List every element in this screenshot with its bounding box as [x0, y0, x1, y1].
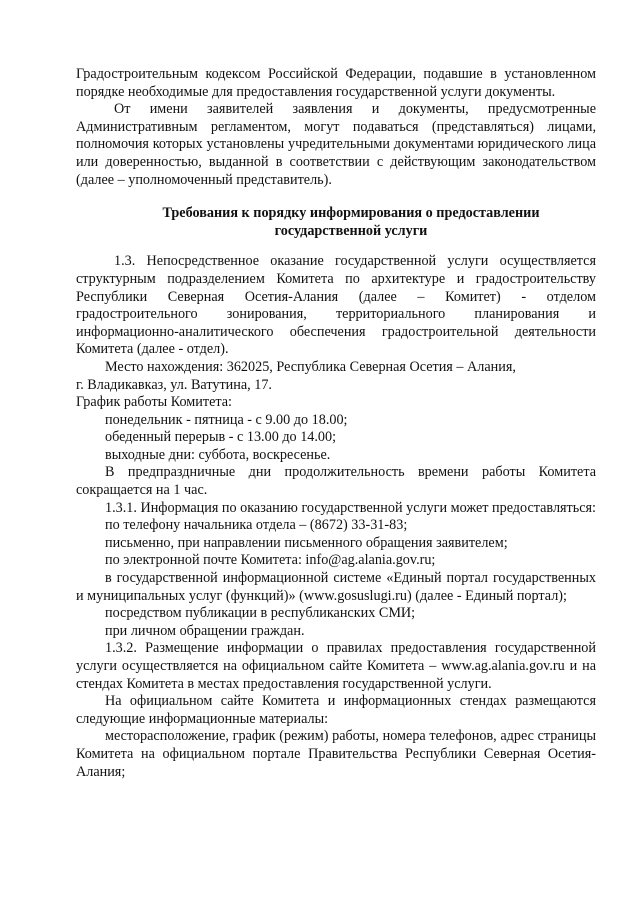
paragraph-address: г. Владикавказ, ул. Ватутина, 17. [76, 376, 272, 393]
section-heading-line-1: Требования к порядку информирования о предоставлении [162, 205, 540, 222]
schedule-lunch: обеденный перерыв - с 13.00 до 14.00; [105, 429, 337, 446]
info-email: по электронной почте Комитета: info@ag.alania.gov.ru; [105, 552, 436, 569]
section-heading [76, 189, 596, 253]
paragraph-applicants-documents: Градостроительным кодексом Российской Федерации, подавшие в установленном порядке необходимые для предоставления государственной услуги документы. [76, 66, 596, 100]
paragraph-materials: На официальном сайте Комитета и информационных стендах размещаются следующие информационные материалы: [76, 693, 596, 727]
info-phone: по телефону начальника отдела – (8672) 33-31-83; [105, 517, 408, 534]
info-written: письменно, при направлении письменного обращения заявителем; [105, 534, 508, 551]
paragraph-1-3-1: 1.3.1. Информация по оказанию государственной услуги может предоставляться: [105, 499, 596, 516]
paragraph-authorized-representative: От имени заявителей заявления и документы, предусмотренные Административным регламентом, могут подаваться (представляться) лицами, полномочия которых установлены учредительными документами юридического лица или доверенностью, выданной в соответствии с действующим законодательством (далее – уполномоченный представитель). [76, 101, 596, 188]
info-portal: в государственной информационной системе «Единый портал государственных и муниципальных услуг (функций)» (www.gosuslugi.ru) (далее - Единый портал); [76, 570, 596, 604]
section-heading-line-2: государственной услуги [274, 222, 428, 239]
paragraph-1-3-2: 1.3.2. Размещение информации о правилах предоставления государственной услуги осуществляется на официальном сайте Комитета – www.ag.alania.gov.ru и на стендах Комитета в местах предоставления государственной услуги. [76, 640, 596, 692]
info-media: посредством публикации в республиканских СМИ; [105, 605, 416, 622]
schedule-weekdays: понедельник - пятница - с 9.00 до 18.00; [105, 411, 348, 428]
paragraph-location-schedule: месторасположение, график (режим) работы, номера телефонов, адрес страницы Комитета на официальном портале Правительства Республики Северная Осетия-Алания; [76, 728, 596, 780]
paragraph-location: Место нахождения: 362025, Республика Северная Осетия – Алания, [105, 358, 516, 375]
paragraph-preholiday: В предпраздничные дни продолжительность времени работы Комитета сокращается на 1 час. [76, 464, 596, 499]
info-personal: при личном обращении граждан. [105, 622, 305, 639]
schedule-weekend: выходные дни: суббота, воскресенье. [105, 446, 331, 463]
paragraph-schedule-title: График работы Комитета: [76, 394, 232, 411]
document-page [76, 66, 596, 781]
paragraph-1-3: 1.3. Непосредственное оказание государственной услуги осуществляется структурным подразделением Комитета по архитектуре и градостроительству Республики Северная Осетия-Алания (далее – Комитет) - отделом градостроительного зонирования, территориального планирования и информационно-аналитического обеспечения градостроительной деятельности Комитета (далее - отдел). [76, 253, 596, 358]
